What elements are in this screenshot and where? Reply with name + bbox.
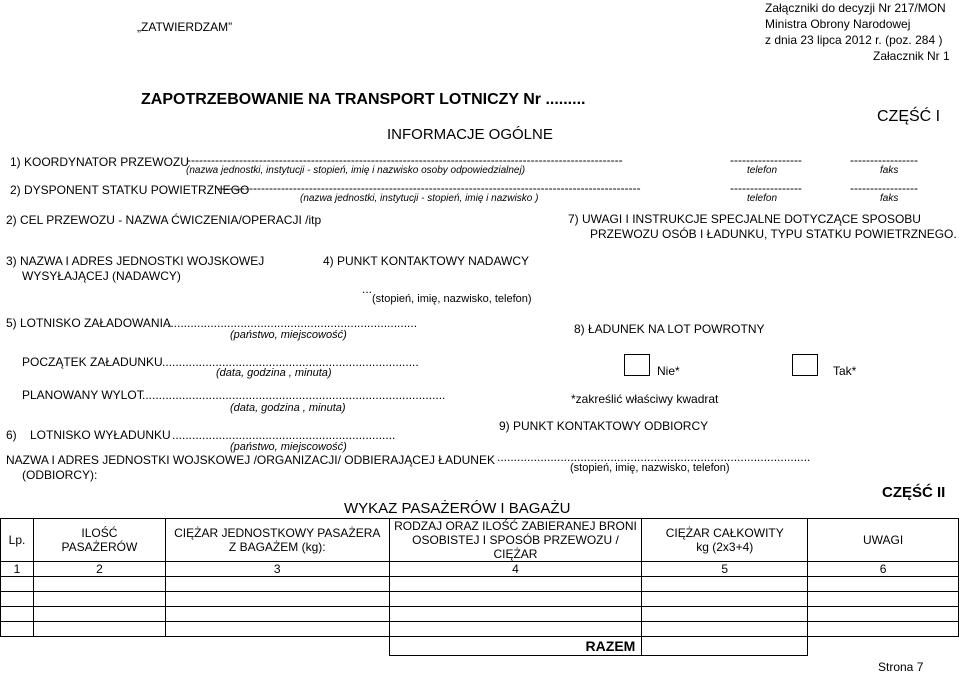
table-cell[interactable] <box>389 592 642 607</box>
header-cell <box>642 519 808 562</box>
table-cell[interactable] <box>642 592 808 607</box>
table-cell[interactable] <box>1 592 34 607</box>
loading-airport-label: 5) LOTNISKO ZAŁADOWANIA <box>6 316 171 330</box>
number-cell: 5 <box>642 562 808 577</box>
return-cargo-note: *zakreślić właściwy kwadrat <box>571 392 719 406</box>
table-cell[interactable] <box>33 622 165 637</box>
remarks-line: 7) UWAGI I INSTRUKCJE SPECJALNE DOTYCZĄCE SPOSOBU <box>568 212 921 226</box>
number-cell: 3 <box>165 562 389 577</box>
appendix-line: Załacznik Nr 1 <box>873 49 950 63</box>
number-cell: 1 <box>1 562 34 577</box>
coordinator-fax-dashes: ----------------- <box>850 153 918 167</box>
remarks-line: PRZEWOZU OSÓB I ŁADUNKU, TYPU STATKU POWIETRZNEGO. <box>590 227 957 241</box>
table-total-row <box>1 637 959 656</box>
loading-airport-dots: ........................................................................... <box>167 316 418 330</box>
header-text: Lp. <box>8 533 26 547</box>
table-cell[interactable] <box>389 622 642 637</box>
header-text: ILOŚĆ <box>81 526 118 540</box>
header-text: kg (2x3+4) <box>696 540 754 554</box>
table-cell[interactable] <box>808 607 959 622</box>
receiver-contact-dots: .............................................................................................. <box>497 450 811 464</box>
appendix-line: Załączniki do decyzji Nr 217/MON <box>765 1 946 15</box>
unloading-airport-label: 6) LOTNISKO WYŁADUNKU <box>6 428 171 442</box>
sender-block <box>6 254 264 284</box>
receiver-contact-hint: (stopień, imię, nazwisko, telefon) <box>570 462 730 474</box>
table-cell[interactable] <box>165 607 389 622</box>
table-row <box>1 592 959 607</box>
coordinator-fax-label: faks <box>880 165 899 176</box>
table-cell[interactable] <box>389 607 642 622</box>
dispatcher-hint: (nazwa jednostki, instytucji - stopień, imię i nazwisko ) <box>300 193 539 204</box>
header-text: RODZAJ ORAZ ILOŚĆ ZABIERANEJ BRONI <box>394 519 637 533</box>
loading-start-dots: ............................................................................. <box>162 355 419 369</box>
planned-departure-hint: (data, godzina , minuta) <box>230 402 346 414</box>
table-cell[interactable] <box>808 622 959 637</box>
appendix-line: Ministra Obrony Narodowej <box>765 17 911 31</box>
header-cell <box>1 519 34 562</box>
coordinator-dashes: ------------------------------------------------------------------------------------------------------------- <box>187 153 623 167</box>
header-cell <box>389 519 642 562</box>
unloading-airport-hint: (państwo, miejscowość) <box>230 441 347 453</box>
table-cell[interactable] <box>33 607 165 622</box>
table-cell[interactable] <box>642 577 808 592</box>
header-text: CIĘŻAR JEDNOSTKOWY PASAŻERA <box>174 526 381 540</box>
loading-start-label: POCZĄTEK ZAŁADUNKU <box>22 355 163 369</box>
table-cell[interactable] <box>642 607 808 622</box>
coordinator-phone-label: telefon <box>747 165 778 176</box>
header-text: OSOBISTEJ I SPOSÓB PRZEWOZU / CIĘŻAR <box>412 533 619 561</box>
number-cell: 4 <box>389 562 642 577</box>
table-header-row <box>1 519 959 562</box>
receiver-block <box>6 453 495 483</box>
dispatcher-fax-dashes: ----------------- <box>850 181 918 195</box>
table-cell[interactable] <box>1 607 34 622</box>
sender-line: WYSYŁAJĄCEJ (NADAWCY) <box>22 269 181 283</box>
sender-contact-hint: (stopień, imię, nazwisko, telefon) <box>372 293 532 305</box>
return-cargo-yes-label: Tak* <box>833 364 857 378</box>
dispatcher-label: 2) DYSPONENT STATKU POWIETRZNEGO <box>10 183 250 197</box>
table-row <box>1 607 959 622</box>
number-cell: 6 <box>808 562 959 577</box>
manifest-table <box>0 518 959 656</box>
page-number: Strona 7 <box>878 660 924 674</box>
table-cell[interactable] <box>165 622 389 637</box>
unloading-airport-dots: ................................................................... <box>172 428 396 442</box>
loading-airport-hint: (państwo, miejscowość) <box>230 329 347 341</box>
table-cell[interactable] <box>165 592 389 607</box>
sender-line: 3) NAZWA I ADRES JEDNOSTKI WOJSKOWEJ <box>6 254 265 268</box>
table-cell[interactable] <box>33 592 165 607</box>
table-cell[interactable] <box>33 577 165 592</box>
header-cell <box>33 519 165 562</box>
receiver-line: (ODBIORCY): <box>22 468 98 482</box>
table-cell[interactable] <box>389 577 642 592</box>
general-info-heading: INFORMACJE OGÓLNE <box>387 126 553 143</box>
appendix-line: z dnia 23 lipca 2012 r. (poz. 284 ) <box>765 33 943 47</box>
table-row <box>1 622 959 637</box>
dispatcher-dashes: ---------------------------------------------------------------------------------------------------------- <box>217 181 641 195</box>
remarks-block <box>568 212 957 242</box>
coordinator-hint: (nazwa jednostki, instytucji - stopień, imię i nazwisko osoby odpowiedzialnej) <box>186 165 526 176</box>
receiver-line: NAZWA I ADRES JEDNOSTKI WOJSKOWEJ /ORGANIZACJI/ ODBIERAJĄCEJ ŁADUNEK <box>6 453 495 467</box>
part-one-label: CZĘŚĆ I <box>877 108 941 125</box>
dispatcher-phone-label: telefon <box>747 193 778 204</box>
dispatcher-phone-dashes: ------------------ <box>730 181 802 195</box>
header-text: UWAGI <box>862 533 904 547</box>
manifest-title: WYKAZ PASAŻERÓW I BAGAŻU <box>344 500 571 517</box>
dispatcher-fax-label: faks <box>880 193 899 204</box>
table-cell[interactable] <box>165 577 389 592</box>
receiver-contact-label: 9) PUNKT KONTAKTOWY ODBIORCY <box>499 419 709 433</box>
table-number-row <box>1 562 959 577</box>
purpose-label: 2) CEL PRZEWOZU - NAZWA ĆWICZENIA/OPERACJI /itp <box>6 213 322 227</box>
total-label: RAZEM <box>389 637 642 656</box>
return-cargo-no-label: Nie* <box>657 364 680 378</box>
table-cell[interactable] <box>808 577 959 592</box>
part-two-label: CZĘŚĆ II <box>882 484 946 501</box>
header-cell <box>165 519 389 562</box>
header-text: PASAŻERÓW <box>61 540 138 554</box>
planned-departure-label: PLANOWANY WYLOT <box>22 388 145 402</box>
total-value-cell[interactable] <box>642 637 808 656</box>
appendix-block <box>765 0 950 64</box>
sender-contact-dots: ... <box>362 282 373 296</box>
table-cell[interactable] <box>642 622 808 637</box>
number-cell: 2 <box>33 562 165 577</box>
coordinator-label: 1) KOORDYNATOR PRZEWOZU <box>10 155 189 169</box>
header-text: Z BAGAŻEM (kg): <box>228 540 326 554</box>
table-cell[interactable] <box>808 592 959 607</box>
table-cell[interactable] <box>1 622 34 637</box>
return-cargo-yes-checkbox[interactable] <box>792 354 818 376</box>
sender-contact-label: 4) PUNKT KONTAKTOWY NADAWCY <box>323 254 530 268</box>
table-cell[interactable] <box>1 577 34 592</box>
document-title: ZAPOTRZEBOWANIE NA TRANSPORT LOTNICZY Nr ......... <box>141 91 586 108</box>
coordinator-phone-dashes: ------------------ <box>730 153 802 167</box>
return-cargo-label: 8) ŁADUNEK NA LOT POWROTNY <box>574 322 765 336</box>
return-cargo-no-checkbox[interactable] <box>624 354 650 376</box>
table-row <box>1 577 959 592</box>
header-cell <box>808 519 959 562</box>
loading-start-hint: (data, godzina , minuta) <box>216 367 332 379</box>
planned-departure-dots: ........................................................................................... <box>142 388 446 402</box>
header-text: CIĘŻAR CAŁKOWITY <box>665 526 784 540</box>
approve-label: „ZATWIERDZAM” <box>137 20 233 34</box>
